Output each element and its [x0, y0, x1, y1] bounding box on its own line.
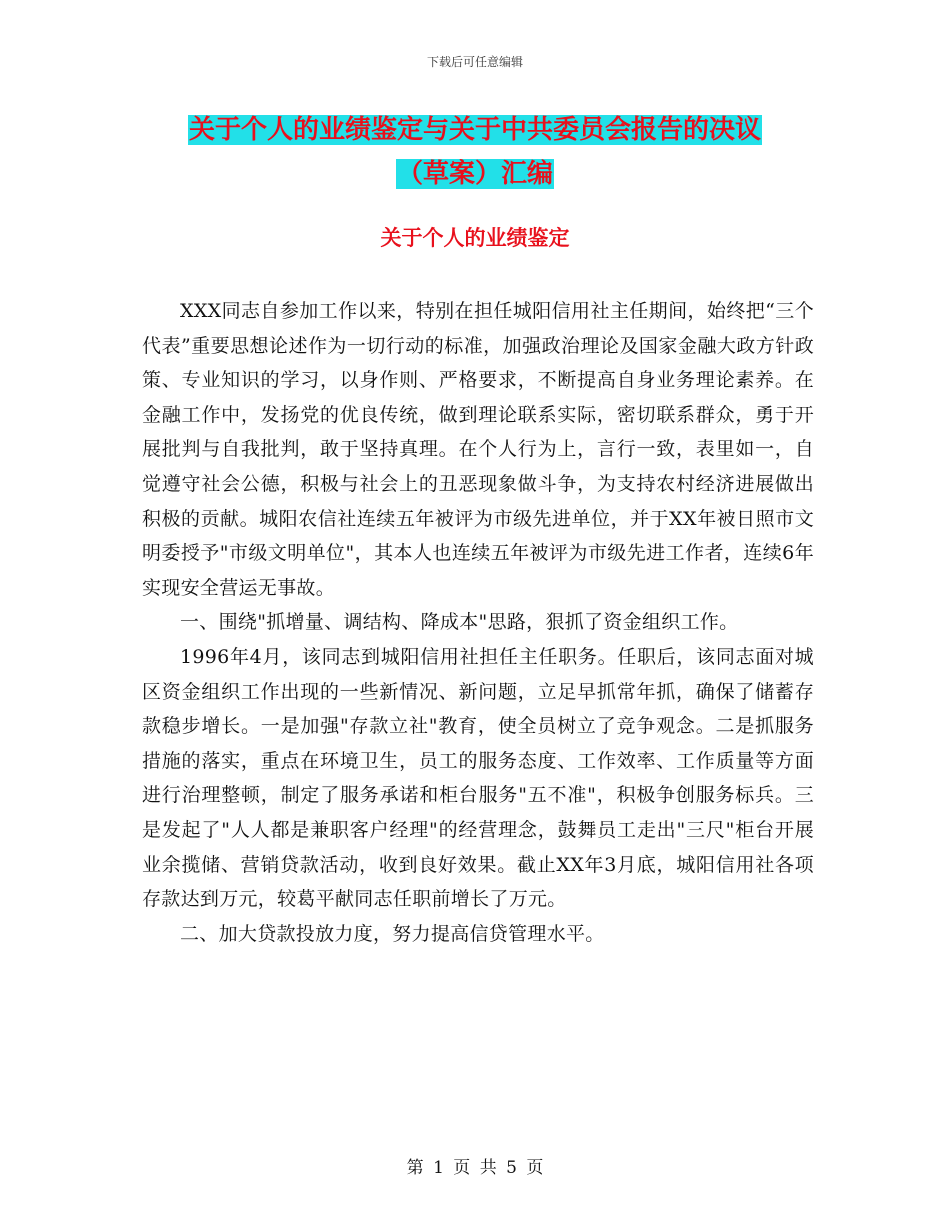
document-title-line-2-text: （草案）汇编: [396, 159, 553, 189]
body-heading-2: 二、加大贷款投放力度，努力提高信贷管理水平。: [180, 922, 605, 945]
section-title: 关于个人的业绩鉴定: [380, 225, 570, 250]
document-body: [142, 294, 814, 951]
body-paragraph-1: XXX同志自参加工作以来，特别在担任城阳信用社主任期间，始终把“三个代表”重要思想论述作为一切行动的标准，加强政治理论及国家金融大政方针政策、专业知识的学习，以身作则、严格要求，不断提高自身业务理论素养。在金融工作中，发扬党的优良传统，做到理论联系实际，密切联系群众，勇于开展批判与自我批判，敢于坚持真理。在个人行为上，言行一致，表里如一，自觉遵守社会公德，积极与社会上的丑恶现象做斗争，为支持农村经济进展做出积极的贡献。城阳农信社连续五年被评为市级先进单位，并于XX年被日照市文明委授予"市级文明单位"，其本人也连续五年被评为市级先进工作者，连续6年实现安全营运无事故。: [142, 300, 814, 599]
document-title-line-1: [0, 113, 950, 147]
page-indicator: 第 1 页 共 5 页: [406, 1158, 544, 1178]
body-paragraph-2: 1996年4月，该同志到城阳信用社担任主任职务。任职后，该同志面对城区资金组织工作出现的一些新情况、新问题，立足早抓常年抓，确保了储蓄存款稳步增长。一是加强"存款立社"教育，使全员树立了竞争观念。二是抓服务措施的落实，重点在环境卫生，员工的服务态度、工作效率、工作质量等方面进行治理整顿，制定了服务承诺和柜台服务"五不准"，积极争创服务标兵。三是发起了"人人都是兼职客户经理"的经营理念，鼓舞员工走出"三尺"柜台开展业余揽储、营销贷款活动，收到良好效果。截止XX年3月底，城阳信用社各项存款达到万元，较葛平献同志任职前增长了万元。: [142, 645, 814, 911]
header-note: 下载后可任意编辑: [426, 55, 523, 69]
document-title-line-2: [0, 157, 950, 191]
body-heading-1: 一、围绕"抓增量、调结构、降成本"思路，狠抓了资金组织工作。: [180, 611, 739, 634]
document-title-line-1-text: 关于个人的业绩鉴定与关于中共委员会报告的决议: [188, 115, 761, 145]
